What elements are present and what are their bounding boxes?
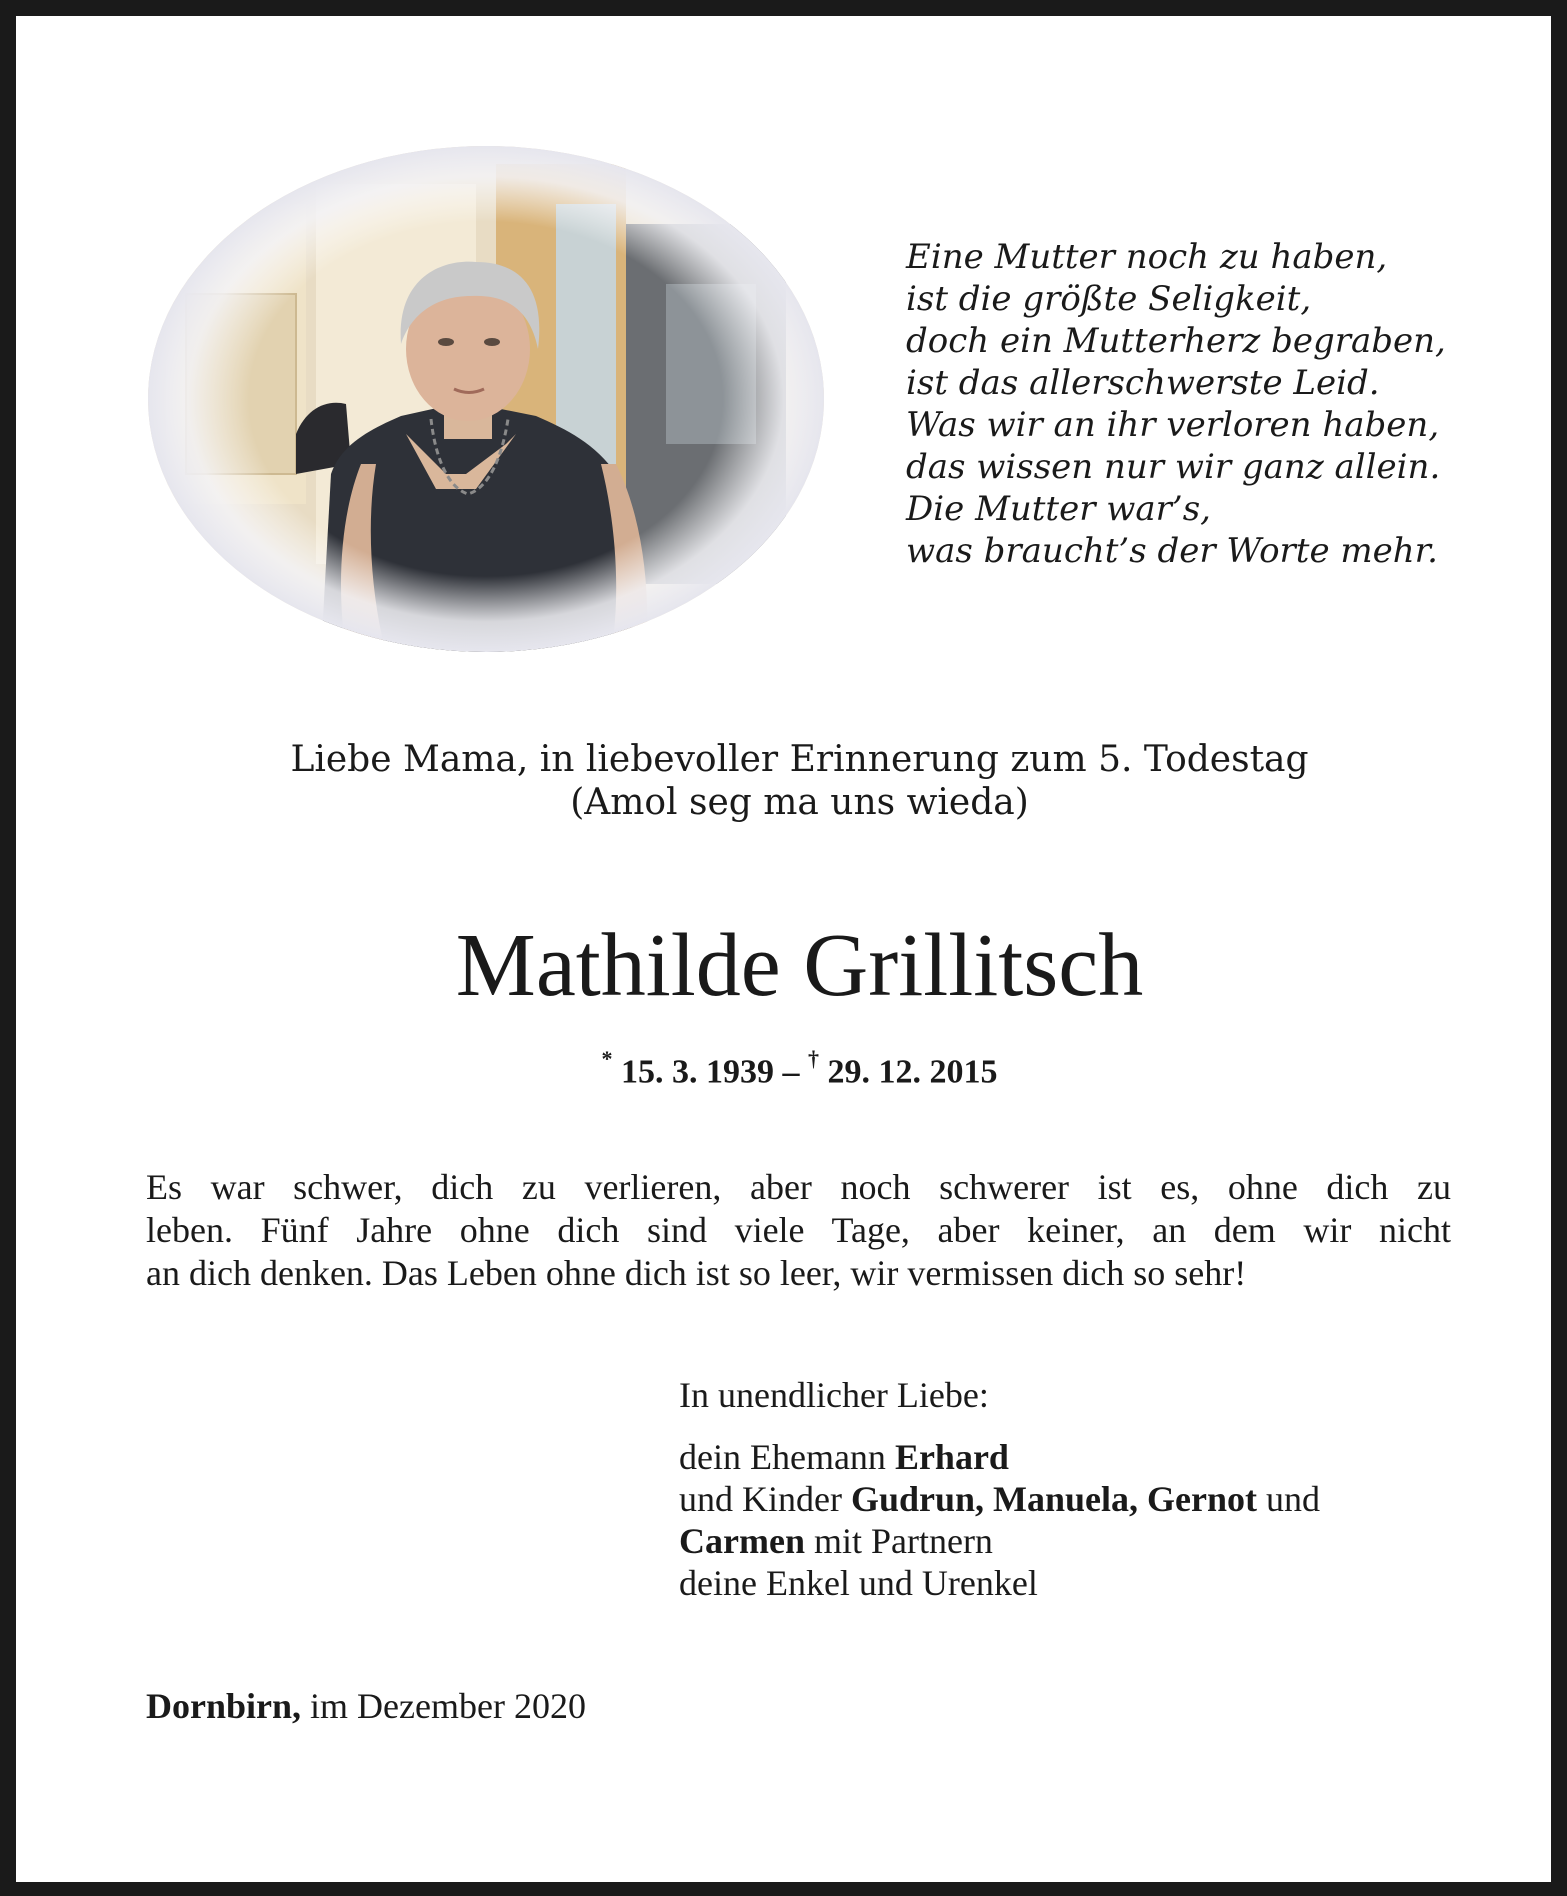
family-children-line — [679, 1478, 1479, 1520]
poem-line: was braucht’s der Worte mehr. — [906, 531, 1438, 571]
life-dates — [16, 1041, 1567, 1094]
death-symbol: † — [808, 1046, 819, 1071]
children-and: und — [1266, 1479, 1321, 1519]
message-line: an dich denken. Das Leben ohne dich ist so leer, wir vermissen dich so sehr! — [146, 1253, 1247, 1293]
deceased-name: Mathilde Grillitsch — [455, 916, 1144, 1015]
poem-line: das wissen nur wir ganz allein. — [906, 447, 1441, 487]
children-prefix: und Kinder — [679, 1479, 842, 1519]
family-grandchildren: deine Enkel und Urenkel — [679, 1563, 1038, 1603]
poem-line: Was wir an ihr verloren haben, — [906, 405, 1440, 445]
poem-line: ist das allerschwerste Leid. — [906, 363, 1380, 403]
birth-symbol: * — [601, 1046, 613, 1071]
memorial-message — [146, 1166, 1451, 1295]
portrait-photo — [146, 144, 826, 654]
family-intro: In unendlicher Liebe: — [679, 1375, 989, 1415]
message-line: leben. Fünf Jahre ohne dich sind viele Tage, aber keiner, an dem wir nicht — [146, 1210, 1451, 1250]
message-line: Es war schwer, dich zu verlieren, aber noch schwerer ist es, ohne dich zu — [146, 1167, 1451, 1207]
last-child-suffix: mit Partnern — [813, 1521, 993, 1561]
closing-date: im Dezember 2020 — [310, 1686, 586, 1726]
poem-line: Die Mutter war’s, — [906, 489, 1211, 529]
memorial-line-2: (Amol seg ma uns wieda) — [570, 782, 1029, 823]
poem — [906, 236, 1506, 572]
family-husband-line — [679, 1436, 1479, 1478]
family-signature — [679, 1374, 1479, 1604]
poem-line: doch ein Mutterherz begraben, — [906, 321, 1446, 361]
children-names: Gudrun, Manuela, Gernot — [850, 1479, 1258, 1519]
place: Dornbirn, — [146, 1686, 302, 1726]
birth-date: 15. 3. 1939 — [621, 1053, 774, 1091]
date-separator: – — [782, 1053, 800, 1091]
husband-prefix: dein Ehemann — [679, 1437, 886, 1477]
memorial-dedication — [16, 738, 1567, 824]
poem-line: ist die größte Seligkeit, — [906, 279, 1312, 319]
memorial-line-1: Liebe Mama, in liebevoller Erinnerung zum 5. Todestag — [290, 739, 1309, 780]
poem-line: Eine Mutter noch zu haben, — [906, 237, 1388, 277]
death-date: 29. 12. 2015 — [827, 1053, 998, 1091]
husband-name: Erhard — [894, 1437, 1009, 1477]
place-and-date — [146, 1684, 586, 1728]
last-child-name: Carmen — [679, 1521, 805, 1561]
family-last-child-line — [679, 1520, 1479, 1562]
